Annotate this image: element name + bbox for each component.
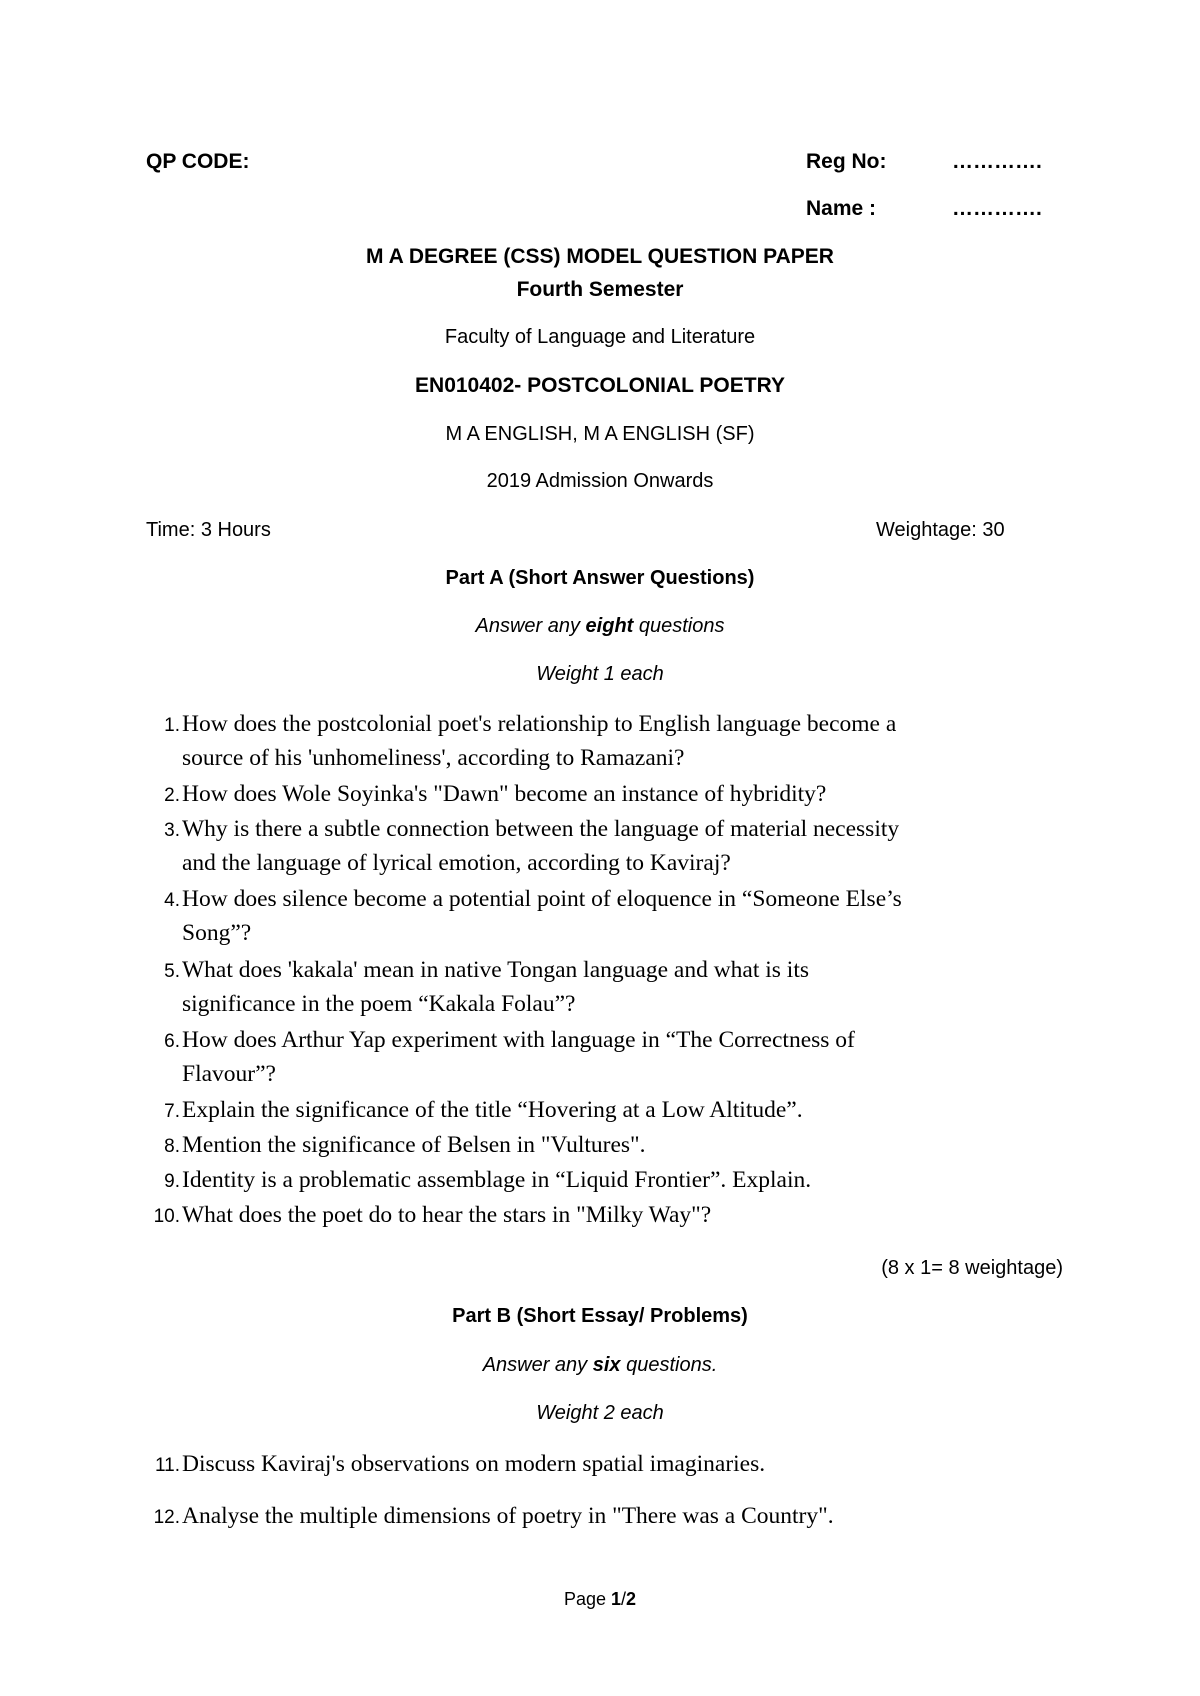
weightage-label: Weightage: 30 xyxy=(876,519,1005,541)
part-b-title: Part B (Short Essay/ Problems) xyxy=(452,1305,748,1327)
name-value: …………. xyxy=(952,197,1042,220)
time-label: Time: 3 Hours xyxy=(146,519,271,541)
part-b-instruction: Answer any six questions. xyxy=(482,1354,718,1376)
question-number: 3. xyxy=(164,820,180,841)
question-number: 5. xyxy=(164,961,180,982)
reg-no-value: …………. xyxy=(952,150,1042,173)
programme: M A ENGLISH, M A ENGLISH (SF) xyxy=(445,423,755,445)
part-a-weight: Weight 1 each xyxy=(536,663,664,685)
question-text: Song”? xyxy=(182,920,252,946)
question-text: Why is there a subtle connection between the language of material necessity xyxy=(182,816,900,842)
paper-title: M A DEGREE (CSS) MODEL QUESTION PAPER xyxy=(366,245,834,268)
course-code: EN010402- POSTCOLONIAL POETRY xyxy=(415,374,785,397)
question-number: 7. xyxy=(164,1101,180,1122)
question-text: Explain the significance of the title “Hovering at a Low Altitude”. xyxy=(182,1097,803,1123)
question-number: 12. xyxy=(153,1507,180,1528)
semester: Fourth Semester xyxy=(516,278,684,301)
name-label: Name : xyxy=(806,197,877,220)
question-1 xyxy=(0,711,1200,771)
admission-year: 2019 Admission Onwards xyxy=(486,470,714,492)
question-text: Discuss Kaviraj's observations on modern spatial imaginaries. xyxy=(182,1451,766,1477)
question-number: 4. xyxy=(164,890,180,911)
question-text: Mention the significance of Belsen in "Vultures". xyxy=(182,1132,646,1158)
question-text: Identity is a problematic assemblage in “Liquid Frontier”. Explain. xyxy=(182,1167,812,1193)
question-text: significance in the poem “Kakala Folau”? xyxy=(182,991,576,1017)
question-text: source of his 'unhomeliness', according to Ramazani? xyxy=(182,745,685,771)
question-text: How does Arthur Yap experiment with language in “The Correctness of xyxy=(182,1027,855,1053)
question-text: and the language of lyrical emotion, according to Kaviraj? xyxy=(182,850,731,876)
question-number: 11. xyxy=(154,1455,180,1476)
question-text: Flavour”? xyxy=(182,1061,276,1087)
question-text: Analyse the multiple dimensions of poetry in "There was a Country". xyxy=(182,1503,834,1529)
question-text: How does Wole Soyinka's "Dawn" become an instance of hybridity? xyxy=(182,781,827,807)
faculty: Faculty of Language and Literature xyxy=(444,326,756,348)
question-text: How does silence become a potential point of eloquence in “Someone Else’s xyxy=(182,886,902,912)
question-text: What does the poet do to hear the stars in "Milky Way"? xyxy=(182,1202,712,1228)
part-a-instruction: Answer any eight questions xyxy=(475,615,725,637)
question-number: 9. xyxy=(164,1171,180,1192)
question-number: 6. xyxy=(164,1031,180,1052)
page-number: Page 1/2 xyxy=(563,1589,637,1609)
question-number: 1. xyxy=(164,715,180,736)
reg-no-label: Reg No: xyxy=(806,150,887,173)
question-number: 10. xyxy=(153,1206,180,1227)
part-b-weight: Weight 2 each xyxy=(536,1402,664,1424)
question-text: How does the postcolonial poet's relationship to English language become a xyxy=(182,711,897,737)
question-number: 2. xyxy=(164,785,180,806)
part-a-marks: (8 x 1= 8 weightage) xyxy=(881,1257,1063,1279)
part-a-title: Part A (Short Answer Questions) xyxy=(445,567,755,589)
question-number: 8. xyxy=(164,1136,180,1157)
question-text: What does 'kakala' mean in native Tongan language and what is its xyxy=(182,957,809,983)
qp-code-label: QP CODE: xyxy=(146,150,250,173)
